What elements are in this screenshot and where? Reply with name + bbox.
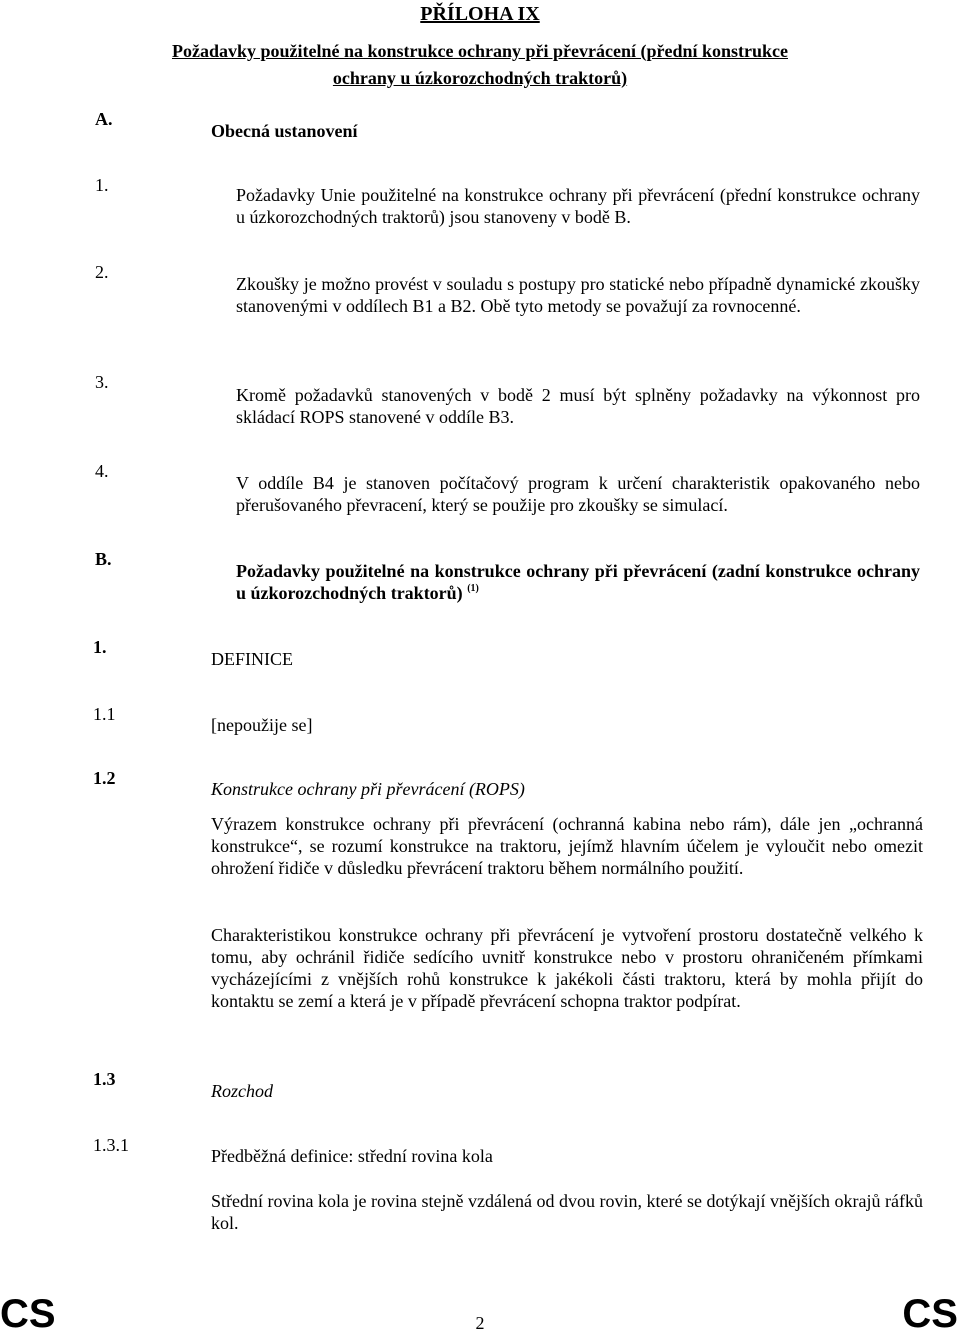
- annex-subtitle-line-1: Požadavky použitelné na konstrukce ochrany při převrácení (přední konstrukce: [171, 41, 788, 61]
- wheel-plane-heading: Předběžná definice: střední rovina kola: [211, 1146, 493, 1166]
- page-number: 2: [475, 1313, 485, 1333]
- item-number: 1.3: [93, 1069, 116, 1089]
- item-text: [nepoužije se]: [211, 715, 313, 735]
- track-heading: Rozchod: [211, 1081, 273, 1101]
- section-a-label: A.: [95, 109, 113, 129]
- rops-paragraph-2: Charakteristikou konstrukce ochrany při převrácení je vytvoření prostoru dostatečně velkého k tomu, aby ochránil řidiče sedícího uvnitř konstrukce nebo v prostoru ohraničeném přímkami vycházejícími z vnějších rohů konstrukce k jakékoli části traktoru, která by mohla přijít do kontaktu se zemí a která je v případě převrácení schopna traktor podpírat.: [211, 925, 923, 1011]
- item-text: Zkoušky je možno provést v souladu s postupy pro statické nebo případně dynamické zkoušky stanovenými v oddílech B1 a B2. Obě tyto metody se považují za rovnocenné.: [236, 274, 920, 316]
- section-b-heading-text: Požadavky použitelné na konstrukce ochrany při převrácení (zadní konstrukce ochrany u úzkorozchodných traktorů): [236, 561, 920, 603]
- annex-subtitle: [0, 38, 960, 92]
- item-text: V oddíle B4 je stanoven počítačový program k určení charakteristik opakovaného nebo přerušovaného převracení, který se použije pro zkoušky se simulací.: [236, 473, 920, 515]
- footer-language-left: CS: [0, 1292, 56, 1336]
- definitions-number: 1.: [93, 637, 107, 657]
- section-b-label: B.: [95, 549, 112, 569]
- item-number: 1.2: [93, 768, 116, 788]
- wheel-plane-paragraph: Střední rovina kola je rovina stejně vzdálená od dvou rovin, které se dotýkají vnějších okrajů ráfků kol.: [211, 1191, 923, 1233]
- item-number: 2.: [95, 262, 109, 282]
- item-number: 3.: [95, 372, 109, 392]
- footer-language-right: CS: [902, 1292, 958, 1336]
- rops-paragraph-1: Výrazem konstrukce ochrany při převrácení (ochranná kabina nebo rám), dále jen „ochranná konstrukce“, se rozumí konstrukce na traktoru, jejímž hlavním účelem je vyloučit nebo omezit ohrožení řidiče v důsledku převrácení traktoru během normálního použití.: [211, 814, 923, 878]
- annex-title: PŘÍLOHA IX: [420, 3, 540, 25]
- section-b-heading: [236, 560, 920, 604]
- item-text: Požadavky Unie použitelné na konstrukce ochrany při převrácení (přední konstrukce ochrany u úzkorozchodných traktorů) jsou stanoveny v bodě B.: [236, 185, 920, 227]
- item-number: 1.: [95, 175, 109, 195]
- item-number: 4.: [95, 461, 109, 481]
- section-a-heading: Obecná ustanovení: [211, 121, 358, 141]
- item-number: 1.1: [93, 704, 116, 724]
- item-number: 1.3.1: [93, 1135, 129, 1155]
- rops-heading: Konstrukce ochrany při převrácení (ROPS): [211, 779, 525, 799]
- item-text: Kromě požadavků stanovených v bodě 2 musí být splněny požadavky na výkonnost pro skládací ROPS stanovené v oddíle B3.: [236, 385, 920, 427]
- footnote-marker: (1): [467, 583, 479, 594]
- annex-subtitle-line-2: ochrany u úzkorozchodných traktorů): [332, 68, 628, 88]
- definitions-heading: DEFINICE: [211, 649, 293, 669]
